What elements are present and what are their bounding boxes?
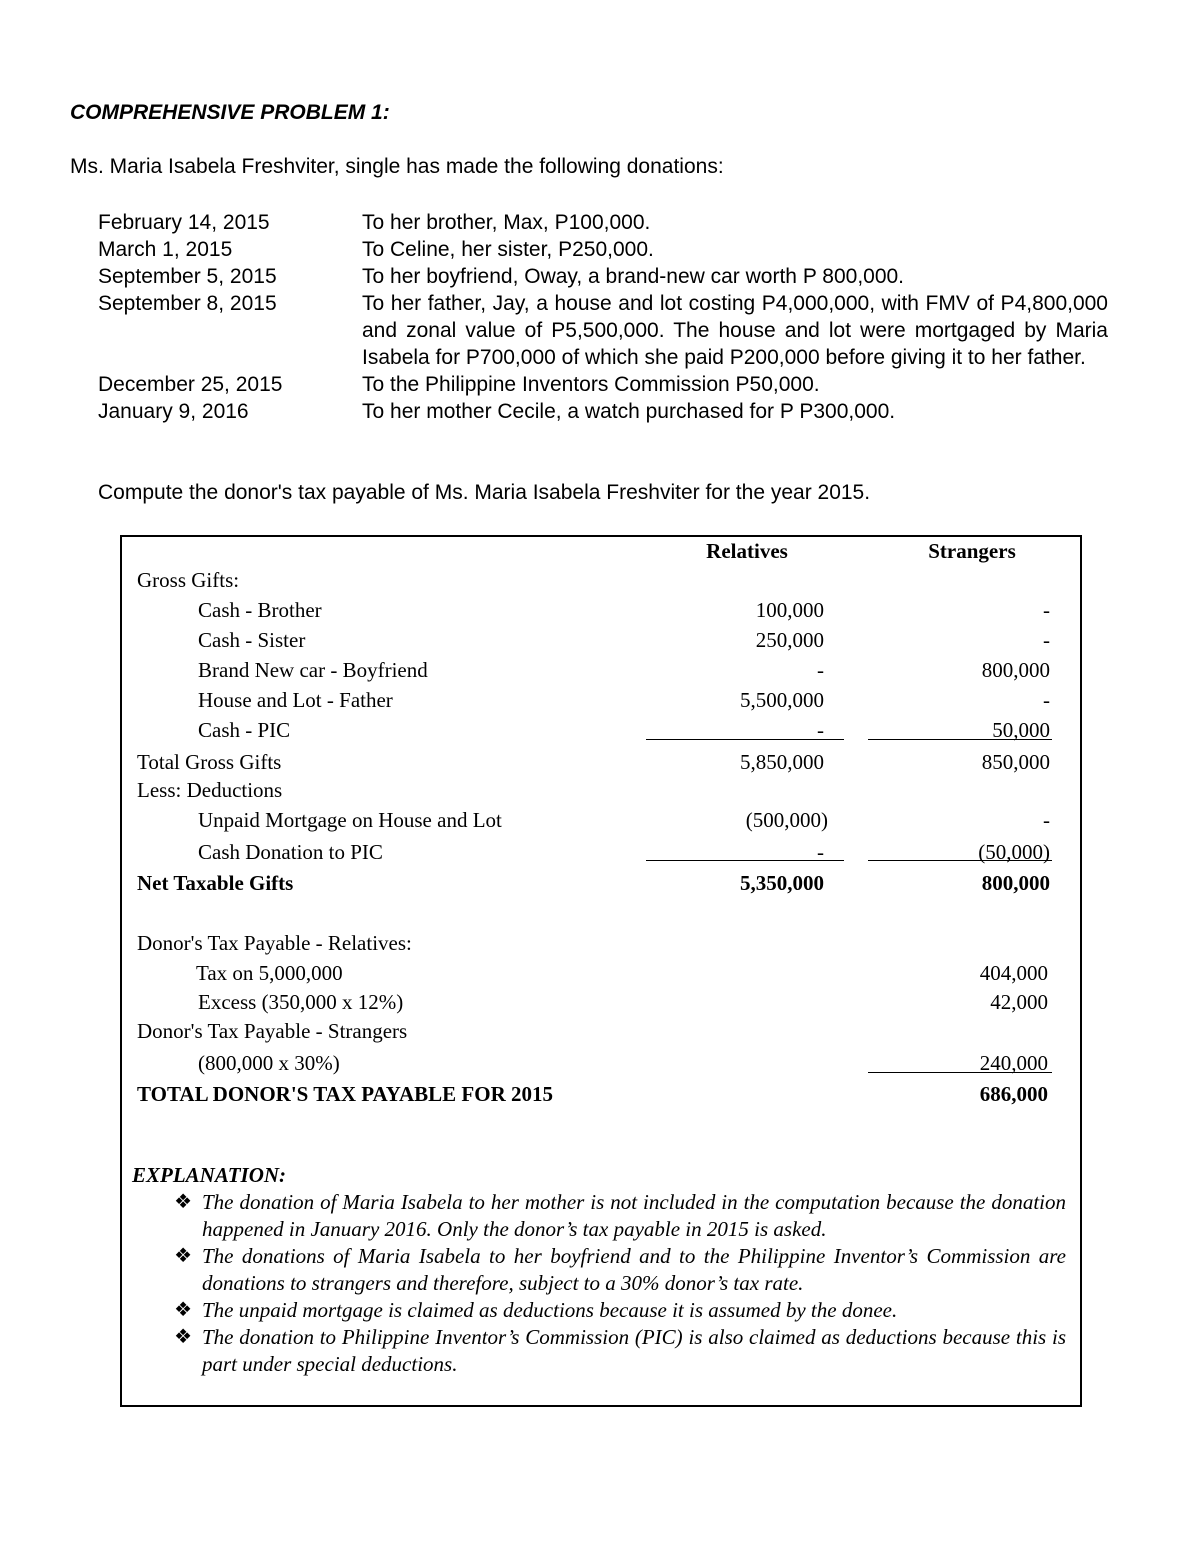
donation-item [98,371,1108,398]
bullet-diamond-icon: ❖ [174,1191,192,1213]
donation-description: To Celine, her sister, P250,000. [362,238,654,261]
row-label: Cash - PIC [198,718,291,742]
donation-item [98,398,1108,425]
total-value: 686,000 [979,1082,1048,1106]
relatives-value: (500,000) [745,808,828,832]
explanation-section [132,1162,1066,1378]
row-label: Cash - Sister [198,628,306,652]
donation-date: February 14, 2015 [98,211,270,234]
underline-divider [868,1072,1052,1073]
list-item [132,1243,1066,1297]
strangers-value: - [1043,628,1050,652]
donation-item [98,209,1108,236]
row-label: Unpaid Mortgage on House and Lot [198,808,502,832]
relatives-value: 100,000 [755,598,824,622]
table-row [122,929,1080,957]
tax-value: 42,000 [990,990,1048,1014]
table-row [122,1017,1080,1045]
tax-value: 404,000 [979,961,1048,985]
explanation-text: The unpaid mortgage is claimed as deductions because it is assumed by the donee. [202,1298,898,1322]
donation-date: September 5, 2015 [98,265,277,288]
tax-strangers-label: Donor's Tax Payable - Strangers [137,1019,408,1043]
row-label: Excess (350,000 x 12%) [198,990,404,1014]
row-label: Cash - Brother [198,598,322,622]
explanation-title: EXPLANATION: [132,1163,287,1187]
relatives-value: - [817,718,824,742]
donation-description: To her brother, Max, P100,000. [362,211,651,234]
table-row [122,806,1080,834]
table-row [122,566,1080,594]
strangers-value: - [1043,808,1050,832]
donation-item [98,236,1108,263]
relatives-value: 5,500,000 [740,688,824,712]
bullet-diamond-icon: ❖ [174,1245,192,1267]
table-row [122,596,1080,624]
intro-text: Ms. Maria Isabela Freshviter, single has made the following donations: [70,155,724,178]
donations-list [98,209,1108,425]
strangers-value: 50,000 [992,718,1050,742]
gross-gifts-label: Gross Gifts: [137,568,240,592]
table-row [122,959,1080,987]
donation-date: January 9, 2016 [98,400,249,423]
column-header-strangers: Strangers [928,539,1016,563]
donation-description: To her boyfriend, Oway, a brand-new car worth P 800,000. [362,265,905,288]
list-item [132,1324,1066,1378]
row-label: Tax on 5,000,000 [196,961,343,985]
donation-date: March 1, 2015 [98,238,233,261]
instruction-text: Compute the donor's tax payable of Ms. Maria Isabela Freshviter for the year 2015. [98,481,871,504]
list-item [132,1189,1066,1243]
donation-item [98,263,1108,290]
row-label: (800,000 x 30%) [198,1051,340,1075]
donation-item [98,290,1108,371]
tax-value: 240,000 [979,1051,1048,1075]
table-row [122,626,1080,654]
underline-divider [868,860,1052,861]
row-label: Cash Donation to PIC [198,840,383,864]
relatives-value: 250,000 [755,628,824,652]
strangers-value: - [1043,688,1050,712]
table-row [122,656,1080,684]
relatives-value: - [817,840,824,864]
relatives-value: 5,850,000 [740,750,824,774]
underline-divider [646,860,844,861]
strangers-value: (50,000) [978,840,1050,864]
donation-description: To her father, Jay, a house and lot costing P4,000,000, with FMV of P4,800,000 and zonal value of P5,500,000. The house and lot were mortgaged by Maria Isabela for P700,000 of which she paid P200,000 before giving it to her father. [362,292,1108,369]
underline-divider [646,739,844,740]
row-label: Brand New car - Boyfriend [198,658,428,682]
strangers-value: - [1043,598,1050,622]
bullet-diamond-icon: ❖ [174,1326,192,1348]
relatives-value: - [817,658,824,682]
table-row [122,838,1080,866]
strangers-value: 800,000 [981,658,1050,682]
problem-heading: COMPREHENSIVE PROBLEM 1: [70,101,390,124]
less-deductions-label: Less: Deductions [137,778,283,802]
net-taxable-label: Net Taxable Gifts [137,871,294,895]
row-label: House and Lot - Father [198,688,393,712]
column-header-relatives: Relatives [706,539,788,563]
bullet-diamond-icon: ❖ [174,1299,192,1321]
explanation-text: The donation to Philippine Inventor’s Commission (PIC) is also claimed as deductions because this is part under special deductions. [202,1325,1066,1376]
relatives-value: 5,350,000 [740,871,824,895]
explanation-text: The donations of Maria Isabela to her boyfriend and to the Philippine Inventor’s Commission are donations to strangers and therefore, subject to a 30% donor’s tax rate. [202,1244,1066,1295]
total-gross-label: Total Gross Gifts [137,750,282,774]
table-row [122,1080,1080,1108]
solution-box [120,535,1082,1407]
donation-description: To the Philippine Inventors Commission P50,000. [362,373,820,396]
tax-relatives-label: Donor's Tax Payable - Relatives: [137,931,412,955]
strangers-value: 800,000 [981,871,1050,895]
explanation-text: The donation of Maria Isabela to her mother is not included in the computation because the donation happened in January 2016. Only the donor’s tax payable in 2015 is asked. [202,1190,1066,1241]
underline-divider [868,739,1052,740]
list-item [132,1297,1066,1324]
table-row [122,748,1080,776]
total-label: TOTAL DONOR'S TAX PAYABLE FOR 2015 [137,1082,554,1106]
donation-date: September 8, 2015 [98,292,277,315]
table-row [122,776,1080,804]
table-row [122,686,1080,714]
donation-description: To her mother Cecile, a watch purchased for P P300,000. [362,400,896,423]
strangers-value: 850,000 [981,750,1050,774]
table-row [122,988,1080,1016]
table-row [122,869,1080,897]
donation-date: December 25, 2015 [98,373,283,396]
